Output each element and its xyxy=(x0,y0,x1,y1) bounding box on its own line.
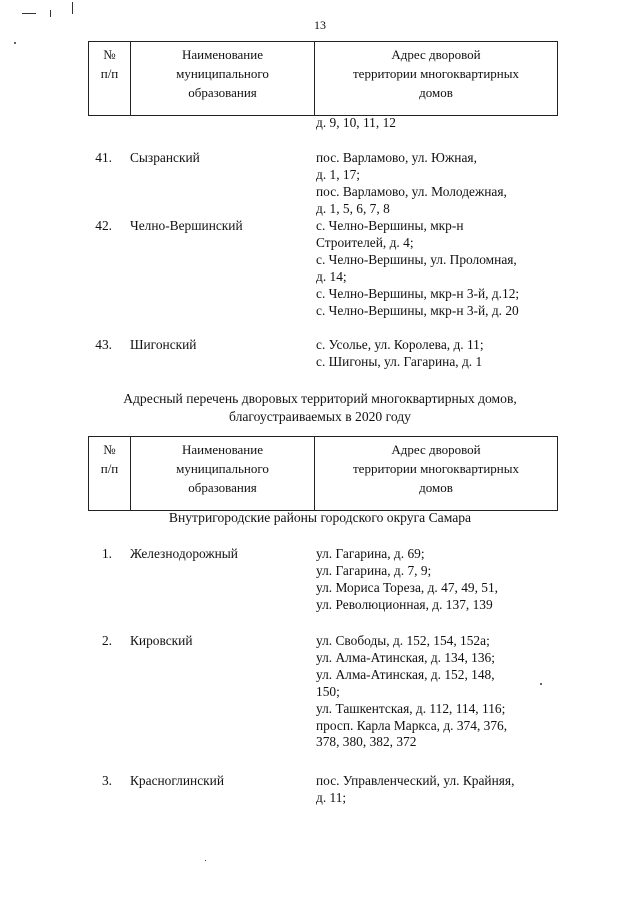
entry-address: с. Усолье, ул. Королева, д. 11; с. Шигоны, ул. Гагарина, д. 1 xyxy=(316,337,484,369)
entry-name: Красноглинский xyxy=(130,773,224,788)
scan-mark xyxy=(72,2,73,14)
entry-name: Кировский xyxy=(130,633,193,648)
scan-speck xyxy=(540,683,542,685)
entry-address: пос. Варламово, ул. Южная, д. 1, 17; пос. Варламово, ул. Молодежная, д. 1, 5, 6, 7, 8 xyxy=(316,150,507,216)
header-col-address: Адрес дворовой территории многоквартирных домов xyxy=(315,437,558,511)
continuation-address: д. 9, 10, 11, 12 xyxy=(316,115,396,130)
entry-address: ул. Свободы, д. 152, 154, 152а; ул. Алма-Атинская, д. 134, 136; ул. Алма-Атинская, д. 152, 148, 150; ул. Ташкентская, д. 112, 114, 116; просп. Карла Маркса, д. 374, 376, 378, 380, 382, 372 xyxy=(316,633,508,750)
header-col-number: № п/п xyxy=(89,42,131,116)
entry-address: с. Челно-Вершины, мкр-н Строителей, д. 4; с. Челно-Вершины, ул. Проломная, д. 14; с. Челно-Вершины, мкр-н 3-й, д.12; с. Челно-Вершины, мкр-н 3-й, д. 20 xyxy=(316,218,520,318)
table-header xyxy=(88,436,558,511)
scan-mark xyxy=(50,10,51,17)
header-col-municipality: Наименование муниципального образования xyxy=(131,437,315,511)
entry-number: 1. xyxy=(101,546,112,561)
section-subtitle: Внутригородские районы городского округа Самара xyxy=(168,510,472,525)
header-col-municipality: Наименование муниципального образования xyxy=(131,42,315,116)
entry-number: 3. xyxy=(101,773,112,788)
entry-name: Шигонский xyxy=(130,337,197,352)
scan-mark xyxy=(14,42,16,44)
entry-address: ул. Гагарина, д. 69; ул. Гагарина, д. 7, 9; ул. Мориса Тореза, д. 47, 49, 51, ул. Революционная, д. 137, 139 xyxy=(316,546,499,612)
entry-name: Челно-Вершинский xyxy=(130,218,243,233)
scan-mark xyxy=(22,13,36,14)
entry-number: 41. xyxy=(95,150,112,165)
scan-speck xyxy=(205,860,206,861)
entry-name: Сызранский xyxy=(130,150,200,165)
page-number: 13 xyxy=(314,18,326,32)
entry-address: пос. Управленческий, ул. Крайняя, д. 11; xyxy=(316,773,515,805)
table-header xyxy=(88,41,558,116)
section-heading: Адресный перечень дворовых территорий многоквартирных домов, благоустраиваемых в 2020 году xyxy=(123,391,517,424)
entry-number: 2. xyxy=(101,633,112,648)
entry-name: Железнодорожный xyxy=(130,546,238,561)
entry-number: 42. xyxy=(95,218,112,233)
entry-number: 43. xyxy=(95,337,112,352)
header-col-number: № п/п xyxy=(89,437,131,511)
header-col-address: Адрес дворовой территории многоквартирных домов xyxy=(315,42,558,116)
